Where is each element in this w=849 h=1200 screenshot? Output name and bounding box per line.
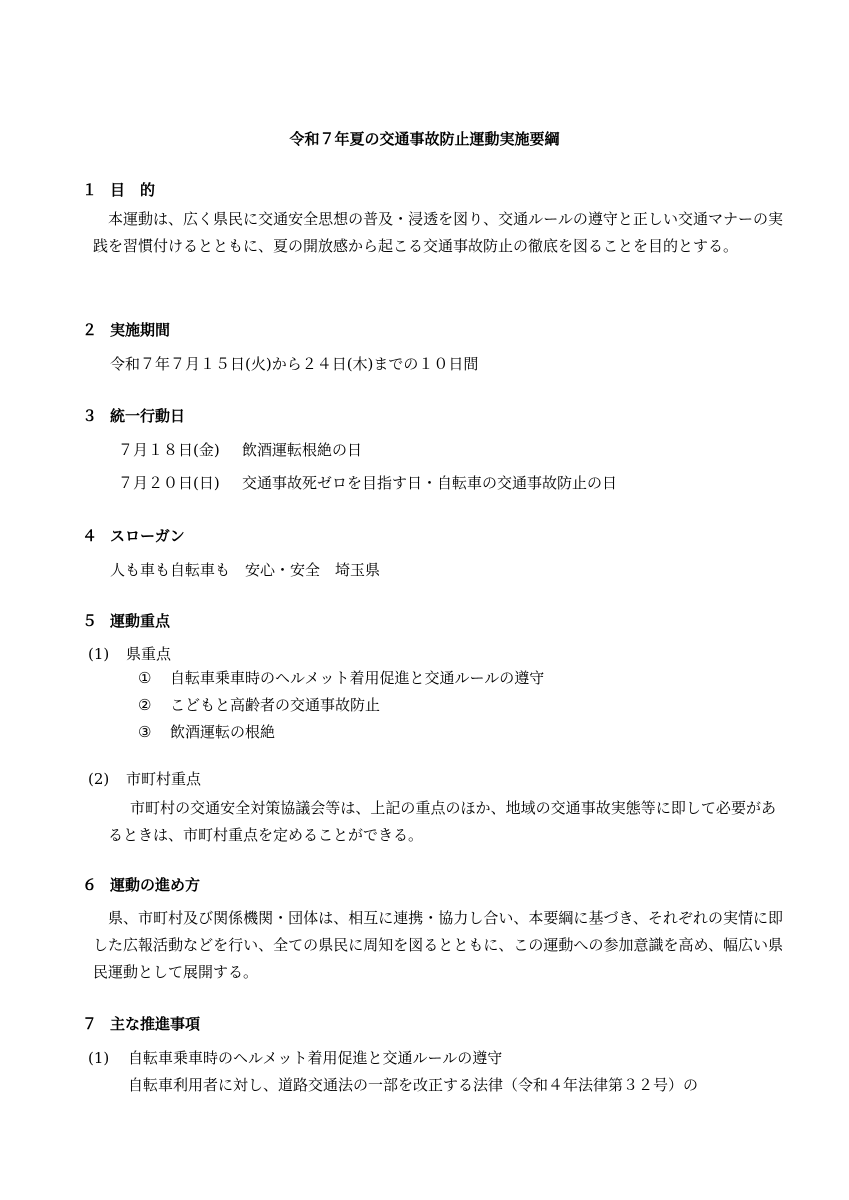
section-number: ３ xyxy=(82,407,98,425)
priorities-municipal-body: 市町村の交通安全対策協議会等は、上記の重点のほか、地域の交通事故実態等に即して必要があるときは、市町村重点を定めることができる。 xyxy=(108,799,776,844)
measures-sub1-body: 自転車利用者に対し、道路交通法の一部を改正する法律（令和４年法律第３２号）の xyxy=(128,1076,699,1094)
section-action-days-heading xyxy=(82,409,185,424)
section-method-body: 県、市町村及び関係機関・団体は、相互に連携・協力し合い、本要綱に基づき、それぞれの実情に即した広報活動などを行い、全ての県民に周知を図るとともに、この運動への参加意識を高め、幅広い県民運動として展開する。 xyxy=(93,909,783,981)
priority-item xyxy=(138,698,380,713)
action-day-text: 交通事故死ゼロを目指す日・自転車の交通事故防止の日 xyxy=(242,474,618,492)
action-day-item xyxy=(118,476,617,491)
section-number: ７ xyxy=(82,1015,98,1033)
document-title: 令和７年夏の交通事故防止運動実施要綱 xyxy=(289,130,560,148)
priority-mark: ① xyxy=(138,669,152,687)
action-day-date: ７月２０日(日) xyxy=(118,474,220,492)
subsection-number: (1) xyxy=(88,1049,110,1067)
section-number: １ xyxy=(82,181,98,199)
section-heading: 統一行動日 xyxy=(110,407,186,425)
subsection-number: (1) xyxy=(88,645,110,663)
section-heading: 実施期間 xyxy=(110,321,171,339)
section-number: ４ xyxy=(82,527,98,545)
subsection-heading: 自転車乗車時のヘルメット着用促進と交通ルールの遵守 xyxy=(128,1049,503,1067)
priority-item xyxy=(138,671,544,686)
section-heading: スローガン xyxy=(110,527,185,545)
priorities-prefectural-heading xyxy=(88,647,171,662)
priority-text: こどもと高齢者の交通事故防止 xyxy=(170,696,381,714)
section-method-heading xyxy=(82,878,200,893)
section-heading: 目 的 xyxy=(110,181,156,199)
section-number: ２ xyxy=(82,321,98,339)
section-slogan-body: 人も車も自転車も 安心・安全 埼玉県 xyxy=(110,561,381,579)
section-number: ６ xyxy=(82,876,98,894)
action-day-text: 飲酒運転根絶の日 xyxy=(242,441,363,459)
action-day-date: ７月１８日(金) xyxy=(118,441,220,459)
measures-sub1-heading xyxy=(88,1051,502,1066)
subsection-heading: 市町村重点 xyxy=(126,770,202,788)
section-priorities-heading xyxy=(82,614,170,629)
section-heading: 運動重点 xyxy=(110,612,171,630)
section-period-body: 令和７年７月１５日(火)から２４日(木)までの１０日間 xyxy=(110,355,479,373)
priority-text: 飲酒運転の根絶 xyxy=(170,723,276,741)
action-day-item xyxy=(118,443,362,458)
section-heading: 運動の進め方 xyxy=(110,876,201,894)
priorities-municipal-heading xyxy=(88,772,201,787)
priority-mark: ③ xyxy=(138,723,152,741)
priority-item xyxy=(138,725,275,740)
priority-mark: ② xyxy=(138,696,152,714)
section-measures-heading xyxy=(82,1017,200,1032)
section-purpose-heading xyxy=(82,183,155,198)
subsection-heading: 県重点 xyxy=(126,645,172,663)
section-slogan-heading xyxy=(82,529,185,544)
section-purpose-body: 本運動は、広く県民に交通安全思想の普及・浸透を図り、交通ルールの遵守と正しい交通マナーの実践を習慣付けるとともに、夏の開放感から起こる交通事故防止の徹底を図ることを目的とする。 xyxy=(93,210,783,255)
section-number: ５ xyxy=(82,612,98,630)
section-heading: 主な推進事項 xyxy=(110,1015,201,1033)
subsection-number: (2) xyxy=(88,770,110,788)
priority-text: 自転車乗車時のヘルメット着用促進と交通ルールの遵守 xyxy=(170,669,545,687)
section-period-heading xyxy=(82,323,170,338)
